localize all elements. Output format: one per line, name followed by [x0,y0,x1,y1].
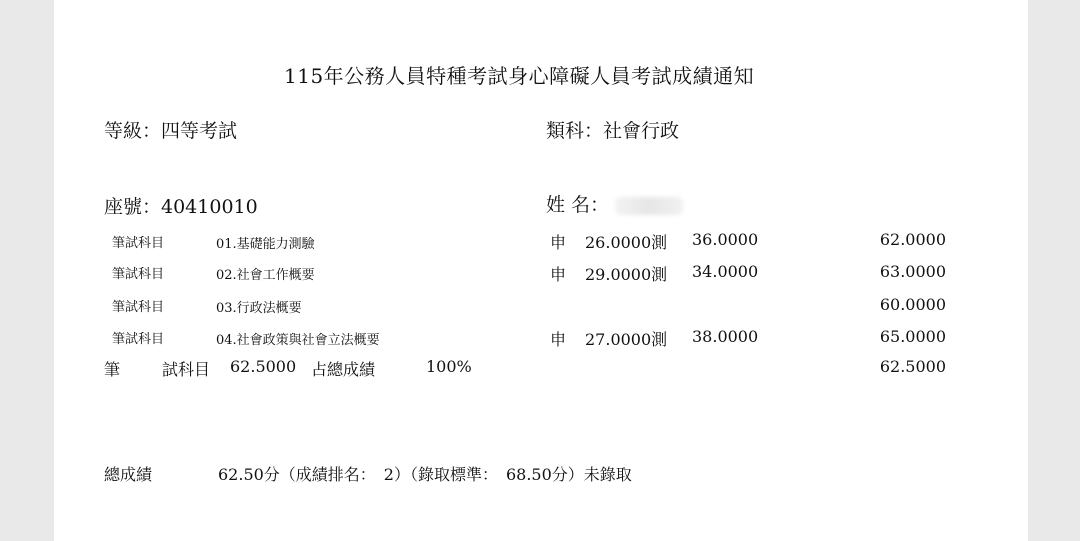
subject-score: 65.0000 [879,327,946,346]
summary-subject-label: 試科目 [162,360,211,379]
subject-name: 03.行政法概要 [216,301,302,316]
subject-type: 筆試科目 [112,300,165,315]
summary-char: 筆 [104,360,121,379]
subject-type: 筆試科目 [112,332,165,347]
summary-weight: 100% [426,357,472,376]
summary-total: 62.5000 [879,357,946,376]
subject-score: 60.0000 [879,295,946,314]
subject-name: 04.社會政策與社會立法概要 [216,333,380,348]
category-label: 類科：社會行政 [546,120,680,142]
summary-weight-label: 占總成績 [311,360,376,379]
subject-score: 63.0000 [879,262,946,281]
document-title: 115年公務人員特種考試身心障礙人員考試成績通知 [284,64,755,88]
subject-score: 62.0000 [879,230,946,249]
level-label: 等級：四等考試 [104,120,238,142]
redacted-name [615,197,683,215]
subject-detail-a: 申 [550,265,567,284]
subject-val2: 34.0000 [692,262,759,281]
subject-val2: 36.0000 [692,230,759,249]
subject-name: 02.社會工作概要 [216,268,315,283]
subject-detail-a: 申 [550,233,567,252]
summary-average: 62.5000 [230,357,297,376]
subject-type: 筆試科目 [112,236,165,251]
subject-detail-a: 申 [550,330,567,349]
total-result: 62.50分（成績排名： 2）（錄取標準： 68.50分）未錄取 [218,465,632,484]
subject-val2: 38.0000 [692,327,759,346]
subject-val1: 27.0000測 [585,330,668,349]
name-field [546,190,683,217]
subject-type: 筆試科目 [112,267,165,282]
subject-name: 01.基礎能力測驗 [216,237,315,252]
subject-val1: 29.0000測 [585,265,668,284]
subject-val1: 26.0000測 [585,233,668,252]
name-label: 姓 名： [546,194,610,216]
seat-number: 座號：40410010 [104,196,258,218]
total-label: 總成績 [104,465,153,484]
